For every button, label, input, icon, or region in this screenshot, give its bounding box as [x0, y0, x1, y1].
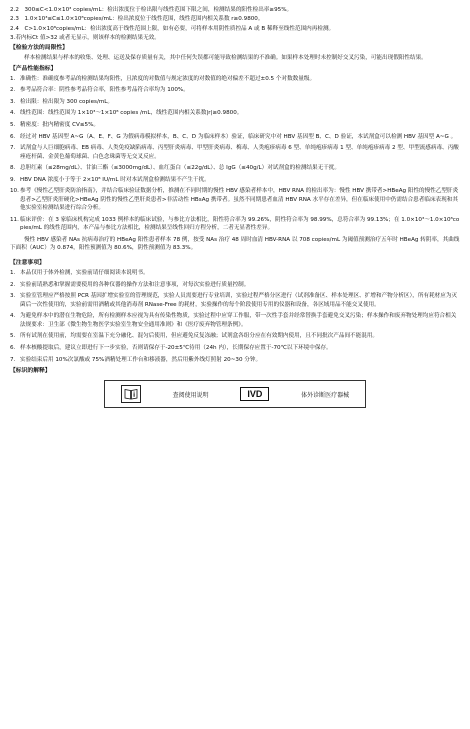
notes-item — [10, 356, 460, 364]
item-text: 总胆红素（≤28mg/dL）、甘油三酯（≤3000mg/dL）、血红蛋白（≤22g/dL）、总 IgG（≤40g/L）对试剂盒的检测结果无干扰。 — [20, 165, 340, 172]
item-number: 6. — [10, 344, 16, 351]
item-number: 8. — [10, 165, 16, 172]
notes-item — [10, 292, 460, 309]
performance-item — [10, 133, 460, 141]
result-line-3: 3.若内标Ct 值>32 或者无显示，则该样本的检测结果无效。 — [10, 35, 160, 42]
result-line-2-2: 2.2 300≤C<1.0×10³ copies/mL：检出浓度位于检出限与线性范围下限之间，检测结果的阳性检出率≥95%。 — [10, 7, 293, 13]
performance-item — [10, 98, 460, 106]
item-text: 经过对 HBV 基因型 A~G（A、E、F、G 为假病毒模拟样本，B、C、D 为临床样本）验证，临床研究中对 HBV 基因型 B、C、D 验证，本试剂盒可以检测 HBV 基因型 A~G 。 — [20, 133, 457, 140]
item-text: 本品仅用于体外检测，实验前请仔细阅读本说明书。 — [20, 270, 149, 277]
performance-item — [10, 86, 460, 94]
item-number: 5. — [10, 333, 16, 340]
item-text: 为避免样本中的潜在生物危险，所有检测样本应视为具有传染性物质，实验过程中应穿工作服，带一次性手套并经常替换手套避免交叉污染；样本操作和废弃物处理均应符合相关法规要求：卫生部《微生物生物医学实验室生物安全通用准则》和《医疗废弃物管理条例》。 — [20, 313, 457, 328]
item-text: 所有试剂在使用前，均需要在室温下充分融化、混匀后使用，但应避免反复冻融；试剂盒各组分应在有效期内使用，且不同批次产品间不能混用。 — [20, 333, 379, 340]
item-text: HBV DNA 浓度小于等于 2×10⁸ IU/mL 时对本试剂盒检测结果不产生干扰。 — [20, 176, 210, 183]
performance-item — [10, 109, 460, 117]
item-text: 实验室管理应严格按照 PCR 基因扩增实验室的管理规范，实验人员需要进行专业培训，实验过程严格分区进行（试剂准备区、样本处理区、扩增和产物分析区），所有耗材应为灭菌后一次性使用的，实验前需用酒精或其他消毒剂 RNase-Free 的耗材，实验操作的每个阶段使用专用的仪器和设备，各区域用品不能交叉使用。 — [20, 293, 458, 308]
item-text: 参考品符合率：阴性参考品符合率，阳性参考品符合率均为 100%。 — [20, 87, 189, 94]
performance-item — [10, 121, 460, 129]
item-text: 试剂盒与人巨细胞病毒、EB 病毒、人类免疫缺陷病毒、丙型肝炎病毒、甲型肝炎病毒、梅毒、人类疱疹病毒 6 型、单纯疱疹病毒 1 型、单纯疱疹病毒 2 型、甲型流感病毒、丙酸痤疮杆菌、金黄色葡萄球菌、白色念珠菌等无交叉反应。 — [20, 145, 459, 160]
item-text: 实验前请熟悉和掌握需要使用的各种仪器的操作方法和注意事项，对每次实验进行质量控制。 — [20, 281, 250, 288]
limitations-heading: 【检验方法的局限性】 — [10, 45, 68, 52]
ivd-mark: IVD — [240, 387, 269, 401]
performance-heading: 【产品性能指标】 — [10, 65, 57, 72]
item-text: 精密度：批内精密度 CV≤5%。 — [20, 121, 100, 128]
item-text: 准确性：准确度参考品的检测结果均阳性，且浓度的对数值与规定浓度的对数值的绝对偏差不超过±0.5 个对数数量级。 — [20, 75, 316, 82]
symbols-heading: 【标识的解释】 — [10, 368, 51, 375]
clinical-followup-text: 慢性 HBV 感染者 NAs 抗病毒治疗的 HBeAg 阳性患者样本 78 例，按受 NAs 治疗 48 周时血清 HBV-RNA 以 708 copies/mL 为阈值预测治疗五年时 HBeAg 转阴率，其曲线下面积（AUC）为 0.874，阳性预测值为 80.6%，阴性预测值为 83.3%。 — [10, 236, 460, 251]
item-number: 1. — [10, 270, 16, 277]
item-text: 检出限：检出限为 300 copies/mL。 — [20, 98, 113, 105]
notes-item — [10, 281, 460, 289]
ivd-label: 体外诊断医疗器械 — [301, 391, 350, 399]
item-number: 7. — [10, 356, 16, 363]
performance-item — [10, 144, 460, 161]
item-number: 10. — [10, 188, 19, 195]
result-line-2-4: 2.4 C>1.0×10⁸copies/mL：检出浓度高于线性范围上限，如有必要，可将样本用阴性质控品 A 或 B 稀释至线性范围内再检测。 — [10, 25, 335, 32]
notes-item — [10, 269, 460, 277]
notes-item — [10, 332, 460, 340]
item-number: 3. — [10, 98, 16, 105]
item-number: 3. — [10, 293, 16, 300]
limitations-text: 样本检测结果与样本的收集、处理、运送及保存质量有关，其中任何失误都可能导致检测结果的不准确。如果样本处理时未控制好交叉污染，可能出现假阳性结果。 — [24, 55, 427, 62]
notes-heading: 【注意事项】 — [10, 260, 45, 267]
instructions-book-icon — [121, 385, 141, 403]
performance-item — [10, 216, 460, 233]
item-number: 5. — [10, 121, 16, 128]
item-text: 实验结束后用 10%次氯酸或 75%酒精处理工作台和移液器，然后用紫外线灯照射 20~30 分钟。 — [20, 356, 262, 363]
performance-item — [10, 187, 460, 212]
notes-item — [10, 344, 460, 352]
spacer — [10, 252, 460, 257]
item-number: 2. — [10, 87, 16, 94]
ifu-label: 查阅使用说明 — [172, 391, 209, 399]
item-text: 样本核酸提取后，建议立即进行下一步实验，否则请保存于-20±5℃待用（24h 内），长期保存应置于-70℃以下环境中保存。 — [20, 344, 332, 351]
performance-item — [10, 75, 460, 83]
item-number: 2. — [10, 281, 16, 288]
item-number: 4. — [10, 313, 16, 320]
item-number: 6. — [10, 133, 16, 140]
notes-item — [10, 312, 460, 329]
symbols-table — [104, 380, 366, 408]
result-line-2-3: 2.3 1.0×10³≤C≤1.0×10⁸copies/mL：检出浓度位于线性范围，线性范围内相关系数 r≥0.9800。 — [10, 16, 264, 23]
item-text: 参考《慢性乙型肝炎防治指南》，并结合临床验证数据分析，推测在不同时期的慢性 HBV 感染者样本中，HBV RNA 的检出率为：慢性 HBV 携带者>HBeAg 阳性的慢性乙型肝炎患者>乙型肝炎肝硬化>HBeAg 阴性的慢性乙型肝炎患者>非活动性 HBsAg 携带者。虽然不同期患者血清 HBV RNA 水平存在差异，但在临床使用中仍需结合患者临床表现和其他实验室检测结果进行综合分析。 — [20, 188, 459, 212]
item-number: 4. — [10, 110, 16, 117]
item-number: 9. — [10, 176, 16, 183]
item-text: 线性范围：线性范围为 1×10³～1×10⁸ copies /mL，线性范围内相关系数|r|≥0.9800。 — [20, 110, 243, 117]
item-number: 7. — [10, 145, 16, 152]
performance-item — [10, 176, 460, 184]
item-text: 临床评价：在 3 家临床机构完成 1033 例样本的临床试验，与参比方法相比，阳性符合率为 99.26%，阴性符合率为 98.99%，总符合率为 99.13%；在 1.0×10³～1.0×10⁸copies/mL 的线性范围内，本产品与参比方法相比，检测结果呈线性回归方程分析，二者无显著性差异。 — [20, 216, 460, 232]
item-number: 1. — [10, 75, 16, 82]
item-number: 11. — [10, 216, 19, 223]
performance-item — [10, 164, 460, 172]
